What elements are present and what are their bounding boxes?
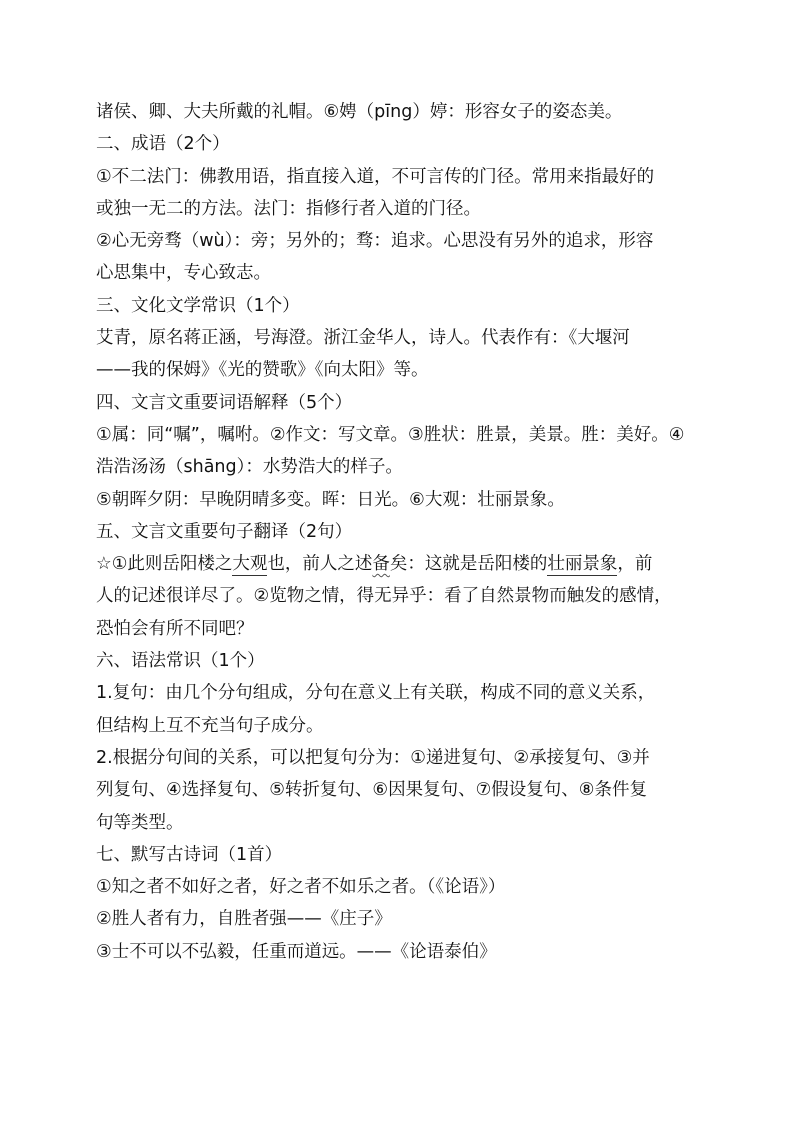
- text-line: 心思集中，专心致志。: [96, 263, 271, 284]
- text-line: 2.根据分句间的关系，可以把复句分为：①递进复句、②承接复句、③并: [96, 747, 650, 768]
- document-page: [96, 96, 706, 968]
- underlined-phrase: 壮丽景象: [547, 554, 618, 575]
- text-line: ②胜人者有力，自胜者强——《庄子》: [96, 909, 392, 930]
- text-line: ②心无旁骛（wù）：旁；另外的；骛：追求。心思没有另外的追求，形容: [96, 231, 654, 252]
- text-line: ①不二法门：佛教用语，指直接入道，不可言传的门径。常用来指最好的: [96, 166, 655, 187]
- text-line: 浩浩汤汤（shāng）：水势浩大的样子。: [96, 457, 403, 478]
- text-line: 列复句、④选择复句、⑤转折复句、⑥因果复句、⑦假设复句、⑧条件复: [96, 780, 647, 801]
- section-heading-grammar: 六、语法常识（1个）: [96, 651, 265, 672]
- text-line: ①知之者不如好之者，好之者不如乐之者。（《论语》）: [96, 877, 506, 898]
- text-run: 也，前人之述: [267, 554, 373, 575]
- text-line: 诸侯、卿、大夫所戴的礼帽。⑥娉（pīng）婷：形容女子的姿态美。: [96, 102, 623, 122]
- text-line: ①属：同“嘱”，嘱咐。②作文：写文章。③胜状：胜景，美景。胜：美好。④: [96, 424, 685, 445]
- text-line: ⑤朝晖夕阴：早晚阴晴多变。晖：日光。⑥大观：壮丽景象。: [96, 489, 565, 510]
- text-line: 人的记述很详尽了。②览物之情，得无异乎：看了自然景物而触发的感情，: [96, 586, 672, 607]
- text-run: 矣：这就是岳阳楼的: [389, 554, 548, 575]
- section-heading-poetry: 七、默写古诗词（1首）: [96, 844, 283, 865]
- text-line: 恐怕会有所不同吧？: [96, 618, 254, 639]
- text-line: 1.复句：由几个分句组成，分句在意义上有关联，构成不同的意义关系，: [96, 683, 656, 704]
- text-line: 句等类型。: [96, 812, 184, 833]
- text-line: 但结构上互不充当句子成分。: [96, 715, 324, 736]
- section-heading-vocabulary: 四、文言文重要词语解释（5个）: [96, 392, 353, 413]
- text-run: ☆①此则岳阳楼之: [96, 554, 233, 575]
- section-heading-idioms: 二、成语（2个）: [96, 134, 230, 155]
- section-heading-literature: 三、文化文学常识（1个）: [96, 295, 300, 316]
- text-line: ③士不可以不弘毅，任重而道远。——《论语泰伯》: [96, 941, 497, 962]
- text-line: 艾青，原名蒋正涵，号海澄。浙江金华人，诗人。代表作有：《大堰河: [96, 328, 630, 349]
- text-line: 或独一无二的方法。法门：指修行者入道的门径。: [96, 198, 481, 219]
- wavy-underlined-word: 备: [372, 554, 390, 575]
- underlined-word: 大观: [232, 554, 268, 575]
- text-line: ——我的保姆》《光的赞歌》《向太阳》等。: [96, 360, 429, 381]
- text-line-underlined: [96, 548, 706, 580]
- section-heading-translation: 五、文言文重要句子翻译（2句）: [96, 521, 353, 542]
- text-run: ，前: [617, 554, 653, 575]
